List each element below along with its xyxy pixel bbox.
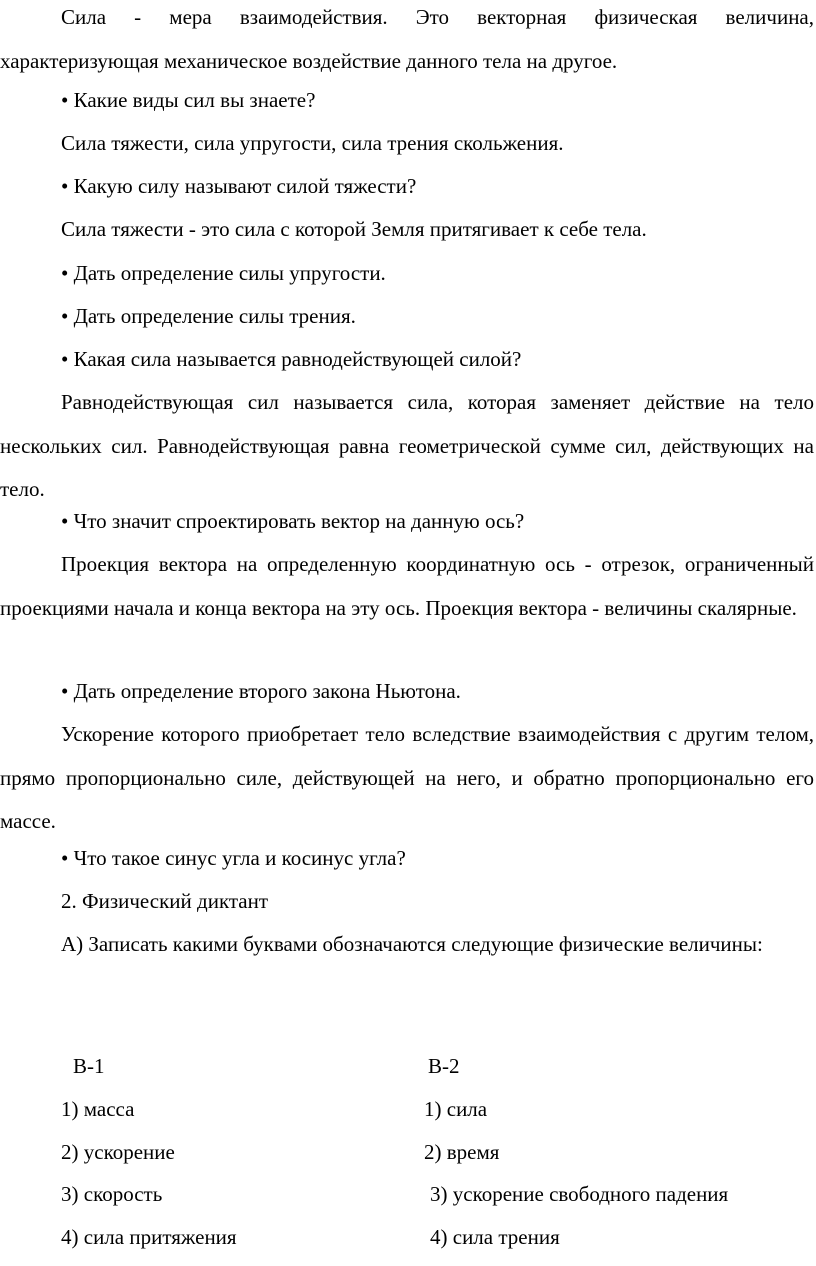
variant-1-item: 2) ускорение [61,1140,175,1164]
variant-2-title: В-2 [428,1054,460,1078]
dictation-task: А) Записать какими буквами обозначаются следующие физические величины: [61,932,763,956]
variant-1-item: 1) масса [61,1097,135,1121]
variant-2-item: 2) время [424,1140,500,1164]
answer-resultant: Равнодействующая сил называется сила, которая заменяет действие на тело нескольких сил. Равнодействующая равна геометрической сумме сил, действующих на тело. [0,390,814,501]
variant-2-item: 1) сила [424,1097,488,1121]
question-newton-second-law: • Дать определение второго закона Ньютона. [61,679,461,703]
variant-1-title: В-1 [73,1054,105,1078]
question-gravity: • Какую силу называют силой тяжести? [61,174,417,198]
answer-newton-second-law: Ускорение которого приобретает тело вследствие взаимодействия с другим телом, прямо пропорционально силе, действующей на него, и обратно пропорционально его массе. [0,722,814,833]
question-sine-cosine: • Что такое синус угла и косинус угла? [61,846,406,870]
question-elasticity: • Дать определение силы упругости. [61,261,386,285]
answer-projection: Проекция вектора на определенную координатную ось - отрезок, ограниченный проекциями начала и конца вектора на эту ось. Проекция вектора - величины скалярные. [0,552,814,620]
question-projection: • Что значит спроектировать вектор на данную ось? [61,509,525,533]
question-friction: • Дать определение силы трения. [61,304,356,328]
variant-2-item: 4) сила трения [430,1225,560,1249]
answer-gravity: Сила тяжести - это сила с которой Земля притягивает к себе тела. [61,217,647,241]
paragraph-force-definition: Сила - мера взаимодействия. Это векторная физическая величина, характеризующая механическое воздействие данного тела на другое. [0,5,814,73]
answer-force-types: Сила тяжести, сила упругости, сила трения скольжения. [61,131,564,155]
variant-1-item: 3) скорость [61,1182,163,1206]
variant-2-item: 3) ускорение свободного падения [430,1182,729,1206]
variant-1-item: 4) сила притяжения [61,1225,237,1249]
question-resultant: • Какая сила называется равнодействующей силой? [61,347,522,371]
question-force-types: • Какие виды сил вы знаете? [61,88,316,112]
section-heading-dictation: 2. Физический диктант [61,889,269,913]
